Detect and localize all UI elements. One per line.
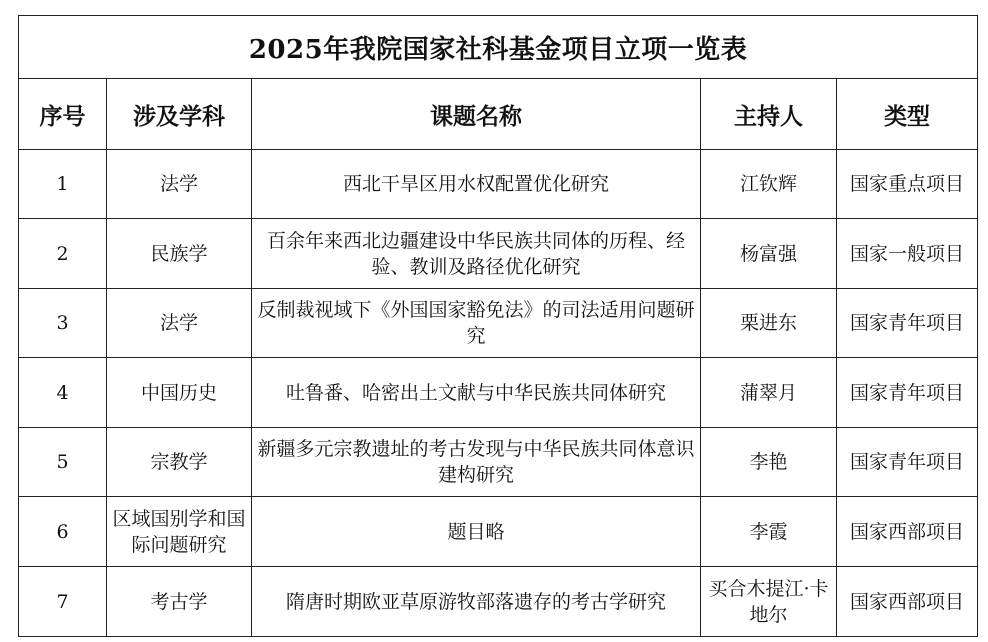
cell-topic: 吐鲁番、哈密出土文献与中华民族共同体研究 (252, 358, 701, 428)
header-discipline: 涉及学科 (107, 79, 252, 150)
table-row (19, 428, 978, 497)
cell-seq: 1 (19, 150, 107, 219)
header-row (19, 79, 978, 150)
table-row (19, 289, 978, 358)
cell-host: 江钦辉 (701, 150, 837, 219)
cell-topic: 百余年来西北边疆建设中华民族共同体的历程、经验、教训及路径优化研究 (252, 219, 701, 289)
table-row (19, 567, 978, 637)
cell-type: 国家西部项目 (837, 567, 978, 637)
cell-type: 国家西部项目 (837, 497, 978, 567)
cell-host: 李霞 (701, 497, 837, 567)
table-row (19, 219, 978, 289)
cell-discipline: 区域国别学和国际问题研究 (107, 497, 252, 567)
table-row (19, 497, 978, 567)
cell-seq: 5 (19, 428, 107, 497)
cell-discipline: 宗教学 (107, 428, 252, 497)
table-row (19, 358, 978, 428)
cell-seq: 4 (19, 358, 107, 428)
cell-seq: 3 (19, 289, 107, 358)
cell-discipline: 法学 (107, 289, 252, 358)
cell-seq: 6 (19, 497, 107, 567)
title-row (19, 16, 978, 79)
cell-host: 杨富强 (701, 219, 837, 289)
cell-host: 李艳 (701, 428, 837, 497)
cell-seq: 7 (19, 567, 107, 637)
cell-discipline: 法学 (107, 150, 252, 219)
cell-topic: 反制裁视域下《外国国家豁免法》的司法适用问题研究 (252, 289, 701, 358)
cell-host: 栗进东 (701, 289, 837, 358)
cell-seq: 2 (19, 219, 107, 289)
header-host: 主持人 (701, 79, 837, 150)
cell-topic: 新疆多元宗教遗址的考古发现与中华民族共同体意识建构研究 (252, 428, 701, 497)
cell-discipline: 中国历史 (107, 358, 252, 428)
cell-topic: 题目略 (252, 497, 701, 567)
project-table (18, 15, 978, 637)
table-title: 2025年我院国家社科基金项目立项一览表 (19, 16, 978, 79)
cell-type: 国家一般项目 (837, 219, 978, 289)
cell-discipline: 民族学 (107, 219, 252, 289)
header-topic: 课题名称 (252, 79, 701, 150)
header-type: 类型 (837, 79, 978, 150)
cell-host: 买合木提江·卡地尔 (701, 567, 837, 637)
cell-topic: 隋唐时期欧亚草原游牧部落遗存的考古学研究 (252, 567, 701, 637)
cell-type: 国家青年项目 (837, 358, 978, 428)
cell-host: 蒲翠月 (701, 358, 837, 428)
cell-type: 国家青年项目 (837, 428, 978, 497)
cell-type: 国家青年项目 (837, 289, 978, 358)
cell-type: 国家重点项目 (837, 150, 978, 219)
table-row (19, 150, 978, 219)
cell-discipline: 考古学 (107, 567, 252, 637)
cell-topic: 西北干旱区用水权配置优化研究 (252, 150, 701, 219)
header-seq: 序号 (19, 79, 107, 150)
